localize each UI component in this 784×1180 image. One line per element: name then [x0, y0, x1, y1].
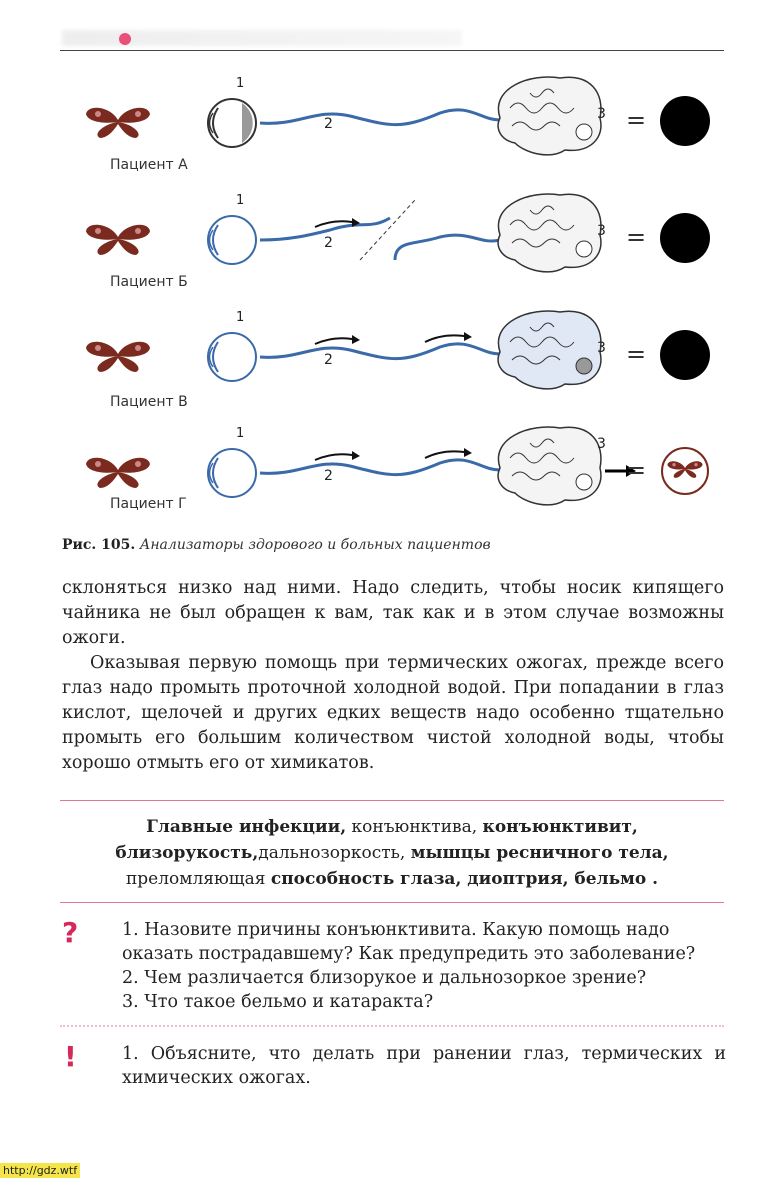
- label-cortex: 3: [597, 223, 606, 239]
- keyword: преломляющая: [125, 869, 271, 889]
- caption-number: Рис. 105.: [62, 537, 136, 553]
- question-item: 2. Чем различается близорукое и дальнозоркое зрение?: [122, 968, 647, 988]
- keywords-block: [60, 814, 724, 892]
- patient-label: Пациент А: [110, 157, 188, 173]
- label-nerve: 2: [324, 468, 333, 484]
- keyword: Главные инфекции,: [146, 817, 347, 837]
- task-item: 1. Объясните, что делать при ранении глаз, термических и химических ожогах.: [122, 1044, 726, 1088]
- tasks-list: [122, 1042, 726, 1090]
- result-black-circle: [660, 96, 710, 146]
- label-cortex: 3: [597, 436, 606, 452]
- label-nerve: 2: [324, 352, 333, 368]
- divider: [60, 800, 724, 801]
- header-rule: [60, 50, 724, 51]
- label-cortex: 3: [597, 106, 606, 122]
- equals-sign: =: [626, 340, 647, 368]
- exclamation-icon: !: [64, 1040, 77, 1073]
- patient-label: Пациент В: [110, 394, 188, 410]
- keyword: конъюнктива,: [346, 817, 483, 837]
- label-nerve: 2: [324, 235, 333, 251]
- label-nerve: 2: [324, 116, 333, 132]
- figure-caption: [62, 537, 491, 553]
- label-eye: 1: [236, 310, 245, 325]
- question-mark-icon: ?: [62, 916, 79, 949]
- keyword: конъюнктивит,: [482, 817, 638, 837]
- paragraph-2: Оказывая первую помощь при термических ожогах, прежде всего глаз надо промыть проточной холодной водой. При попадании в глаз кислот, щелочей и других едких веществ надо особенно тщательно промыть его большим количеством чистой холодной воды, чтобы хорошо отмыть его от химикатов.: [62, 653, 724, 773]
- result-black-circle: [660, 213, 710, 263]
- equals-sign: =: [626, 223, 647, 251]
- label-eye: 1: [236, 426, 245, 441]
- label-eye: 1: [236, 76, 245, 91]
- patient-label: Пациент Б: [110, 274, 188, 290]
- keyword: мышцы ресничного тела,: [410, 843, 669, 863]
- question-item: 3. Что такое бельмо и катаракта?: [122, 992, 434, 1012]
- footer-link[interactable]: http://gdz.wtf: [0, 1163, 80, 1178]
- paragraph-1: склоняться низко над ними. Надо следить, чтобы носик кипящего чайника не был обращен к вам, так как и в этом случае возможны ожоги.: [62, 578, 724, 648]
- dotted-divider: [60, 1025, 724, 1027]
- result-circle: [662, 448, 708, 494]
- keyword: .: [646, 869, 659, 889]
- keyword: способность глаза, диоптрия, бельмо: [270, 869, 647, 889]
- questions-list: [122, 918, 726, 1014]
- keyword: близорукость,: [115, 843, 259, 863]
- label-cortex: 3: [597, 340, 606, 356]
- keyword: дальнозоркость,: [258, 843, 411, 863]
- label-eye: 1: [236, 193, 245, 208]
- caption-text: Анализаторы здорового и больных пациентов: [139, 537, 491, 553]
- patient-label: Пациент Г: [110, 496, 187, 512]
- equals-sign: =: [626, 106, 647, 134]
- result-black-circle: [660, 330, 710, 380]
- header-bullet-icon: [119, 33, 131, 45]
- divider: [60, 902, 724, 903]
- equals-sign: =: [626, 456, 647, 484]
- question-item: 1. Назовите причины конъюнктивита. Какую помощь надо оказать пострадавшему? Как предупредить это заболевание?: [122, 920, 696, 964]
